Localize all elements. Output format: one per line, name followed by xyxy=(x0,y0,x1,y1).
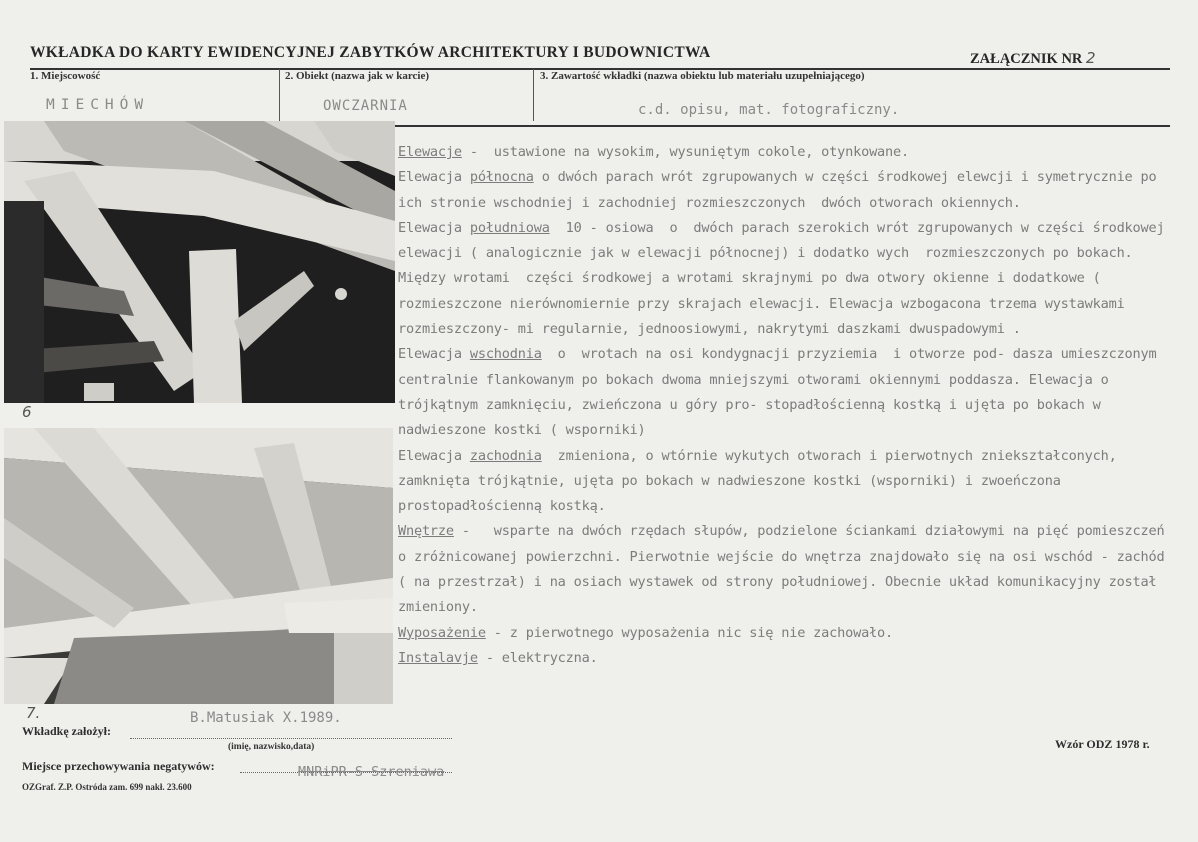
photo-number-2: 7. xyxy=(26,704,41,722)
annex-label-group xyxy=(970,49,1096,68)
object-value: OWCZARNIA xyxy=(323,98,408,114)
photo-roof-truss-1 xyxy=(4,121,395,403)
content-value: c.d. opisu, mat. fotograficzny. xyxy=(638,102,900,118)
place-value: MIECHÓW xyxy=(46,97,150,113)
prefix-north: Elewacja xyxy=(398,169,470,186)
text-north: o dwóch parach wrót zgrupowanych w części środkowej elewcji i symetrycznie po ich stronie wschodniej i zachodniej rozmieszczonych dwóch otworach okiennych. xyxy=(398,169,1165,211)
heading-north: północna xyxy=(469,169,534,186)
heading-south: południowa xyxy=(469,219,550,236)
paragraph-north xyxy=(398,165,1178,216)
heading-west: zachodnia xyxy=(469,447,542,464)
text-equipment: - z pierwotnego wyposażenia nic się nie zachowało. xyxy=(485,624,894,641)
made-by-caption: (imię, nazwisko,data) xyxy=(228,742,315,752)
made-by-label: Wkładkę założył: xyxy=(22,724,111,738)
text-installation: - elektryczna. xyxy=(477,649,598,666)
roof-truss-illustration-2 xyxy=(4,428,393,704)
paragraph-installation xyxy=(398,646,1178,671)
made-by-value: B.Matusiak X.1989. xyxy=(190,710,342,726)
photo-roof-truss-2 xyxy=(4,428,393,704)
column-divider-1 xyxy=(279,69,280,121)
heading-east: wschodnia xyxy=(469,346,542,363)
annex-label: ZAŁĄCZNIK NR xyxy=(970,51,1083,67)
negatives-value: MNRiPR-S Szreniawa xyxy=(298,764,445,780)
prefix-east: Elewacja xyxy=(398,346,470,363)
description-text xyxy=(398,140,1178,671)
text-elewacje: - ustawione na wysokim, wysuniętym cokole, otynkowane. xyxy=(461,144,909,160)
model-label: Wzór ODZ 1978 r. xyxy=(1055,737,1150,751)
made-by-line xyxy=(130,738,452,739)
paragraph-east xyxy=(398,342,1178,443)
heading-elewacje: Elewacje xyxy=(398,144,462,160)
paragraph-elewacje xyxy=(398,140,1178,165)
text-east: o wrotach na osi kondygnacji przyziemia i otworze pod- dasza umieszczonym centralnie flankowanym po bokach dwoma mniejszymi otworami okiennymi poddasza. Elewacja o trójkątnym zamknięciu, zwieńczona u góry pro- stopadłościenną kostką i ujęta po bokach w nadwieszone kostki ( wsporniki) xyxy=(398,346,1165,439)
heading-interior: Wnętrze xyxy=(398,523,454,540)
content-label: 3. Zawartość wkładki (nazwa obiektu lub materiału uzupełniającego) xyxy=(540,70,865,82)
form-title: WKŁADKA DO KARTY EWIDENCYJNEJ ZABYTKÓW ARCHITEKTURY I BUDOWNICTWA xyxy=(30,44,711,61)
annex-number: 2 xyxy=(1086,49,1096,67)
text-south: 10 - osiowa o dwóch parach szerokich wrót zgrupowanych w części środkowej elewacji ( analogicznie jak w elewacji północnej) i dodatko wych rozmieszczonych po bokach. Między wrotami części środkowej a wrotami skrajnymi po dwa otwory okienne i dodatkowe ( rozmieszczone nierównomiernie przy skrajach elewacji. Elewacja wzbogacona trzema wystawkami rozmieszczony- mi regularnie, jednoosiowymi, nakrytymi daszkami dwuspadowymi . xyxy=(398,219,1173,338)
text-west: zmieniona, o wtórnie wykutych otworach i pierwotnych zniekształconych, zamknięta trójkątnie, ujęta po bokach w nadwieszone kostki (wsporniki) i zwoeńczona prostopadłościenną kostką. xyxy=(398,447,1125,515)
photo-number-1: 6 xyxy=(22,403,32,421)
roof-truss-illustration-1 xyxy=(4,121,395,403)
prefix-south: Elewacja xyxy=(398,219,470,236)
column-divider-2 xyxy=(533,69,534,121)
prefix-west: Elewacja xyxy=(398,447,470,464)
negatives-label: Miejsce przechowywania negatywów: xyxy=(22,759,215,773)
heading-installation: Instalavje xyxy=(398,649,478,666)
heading-equipment: Wyposażenie xyxy=(398,624,486,641)
text-interior: - wsparte na dwóch rzędach słupów, podzielone ściankami działowymi na pięć pomieszczeń o zróżnicowanej powierzchni. Pierwotnie wejście do wnętrza znajdowało się na osi wschód - zachód ( na przestrzał) i na osiach wystawek od strony południowej. Obecnie układ komunikacyjny został zmieniony. xyxy=(398,523,1173,616)
paragraph-south xyxy=(398,216,1178,342)
paragraph-interior xyxy=(398,519,1178,620)
object-label: 2. Obiekt (nazwa jak w karcie) xyxy=(285,70,430,82)
paragraph-west xyxy=(398,444,1178,520)
place-label: 1. Miejscowość xyxy=(30,70,101,82)
paragraph-equipment xyxy=(398,621,1178,646)
printer-info: OZGraf. Z.P. Ostróda zam. 699 nakł. 23.600 xyxy=(22,782,192,792)
